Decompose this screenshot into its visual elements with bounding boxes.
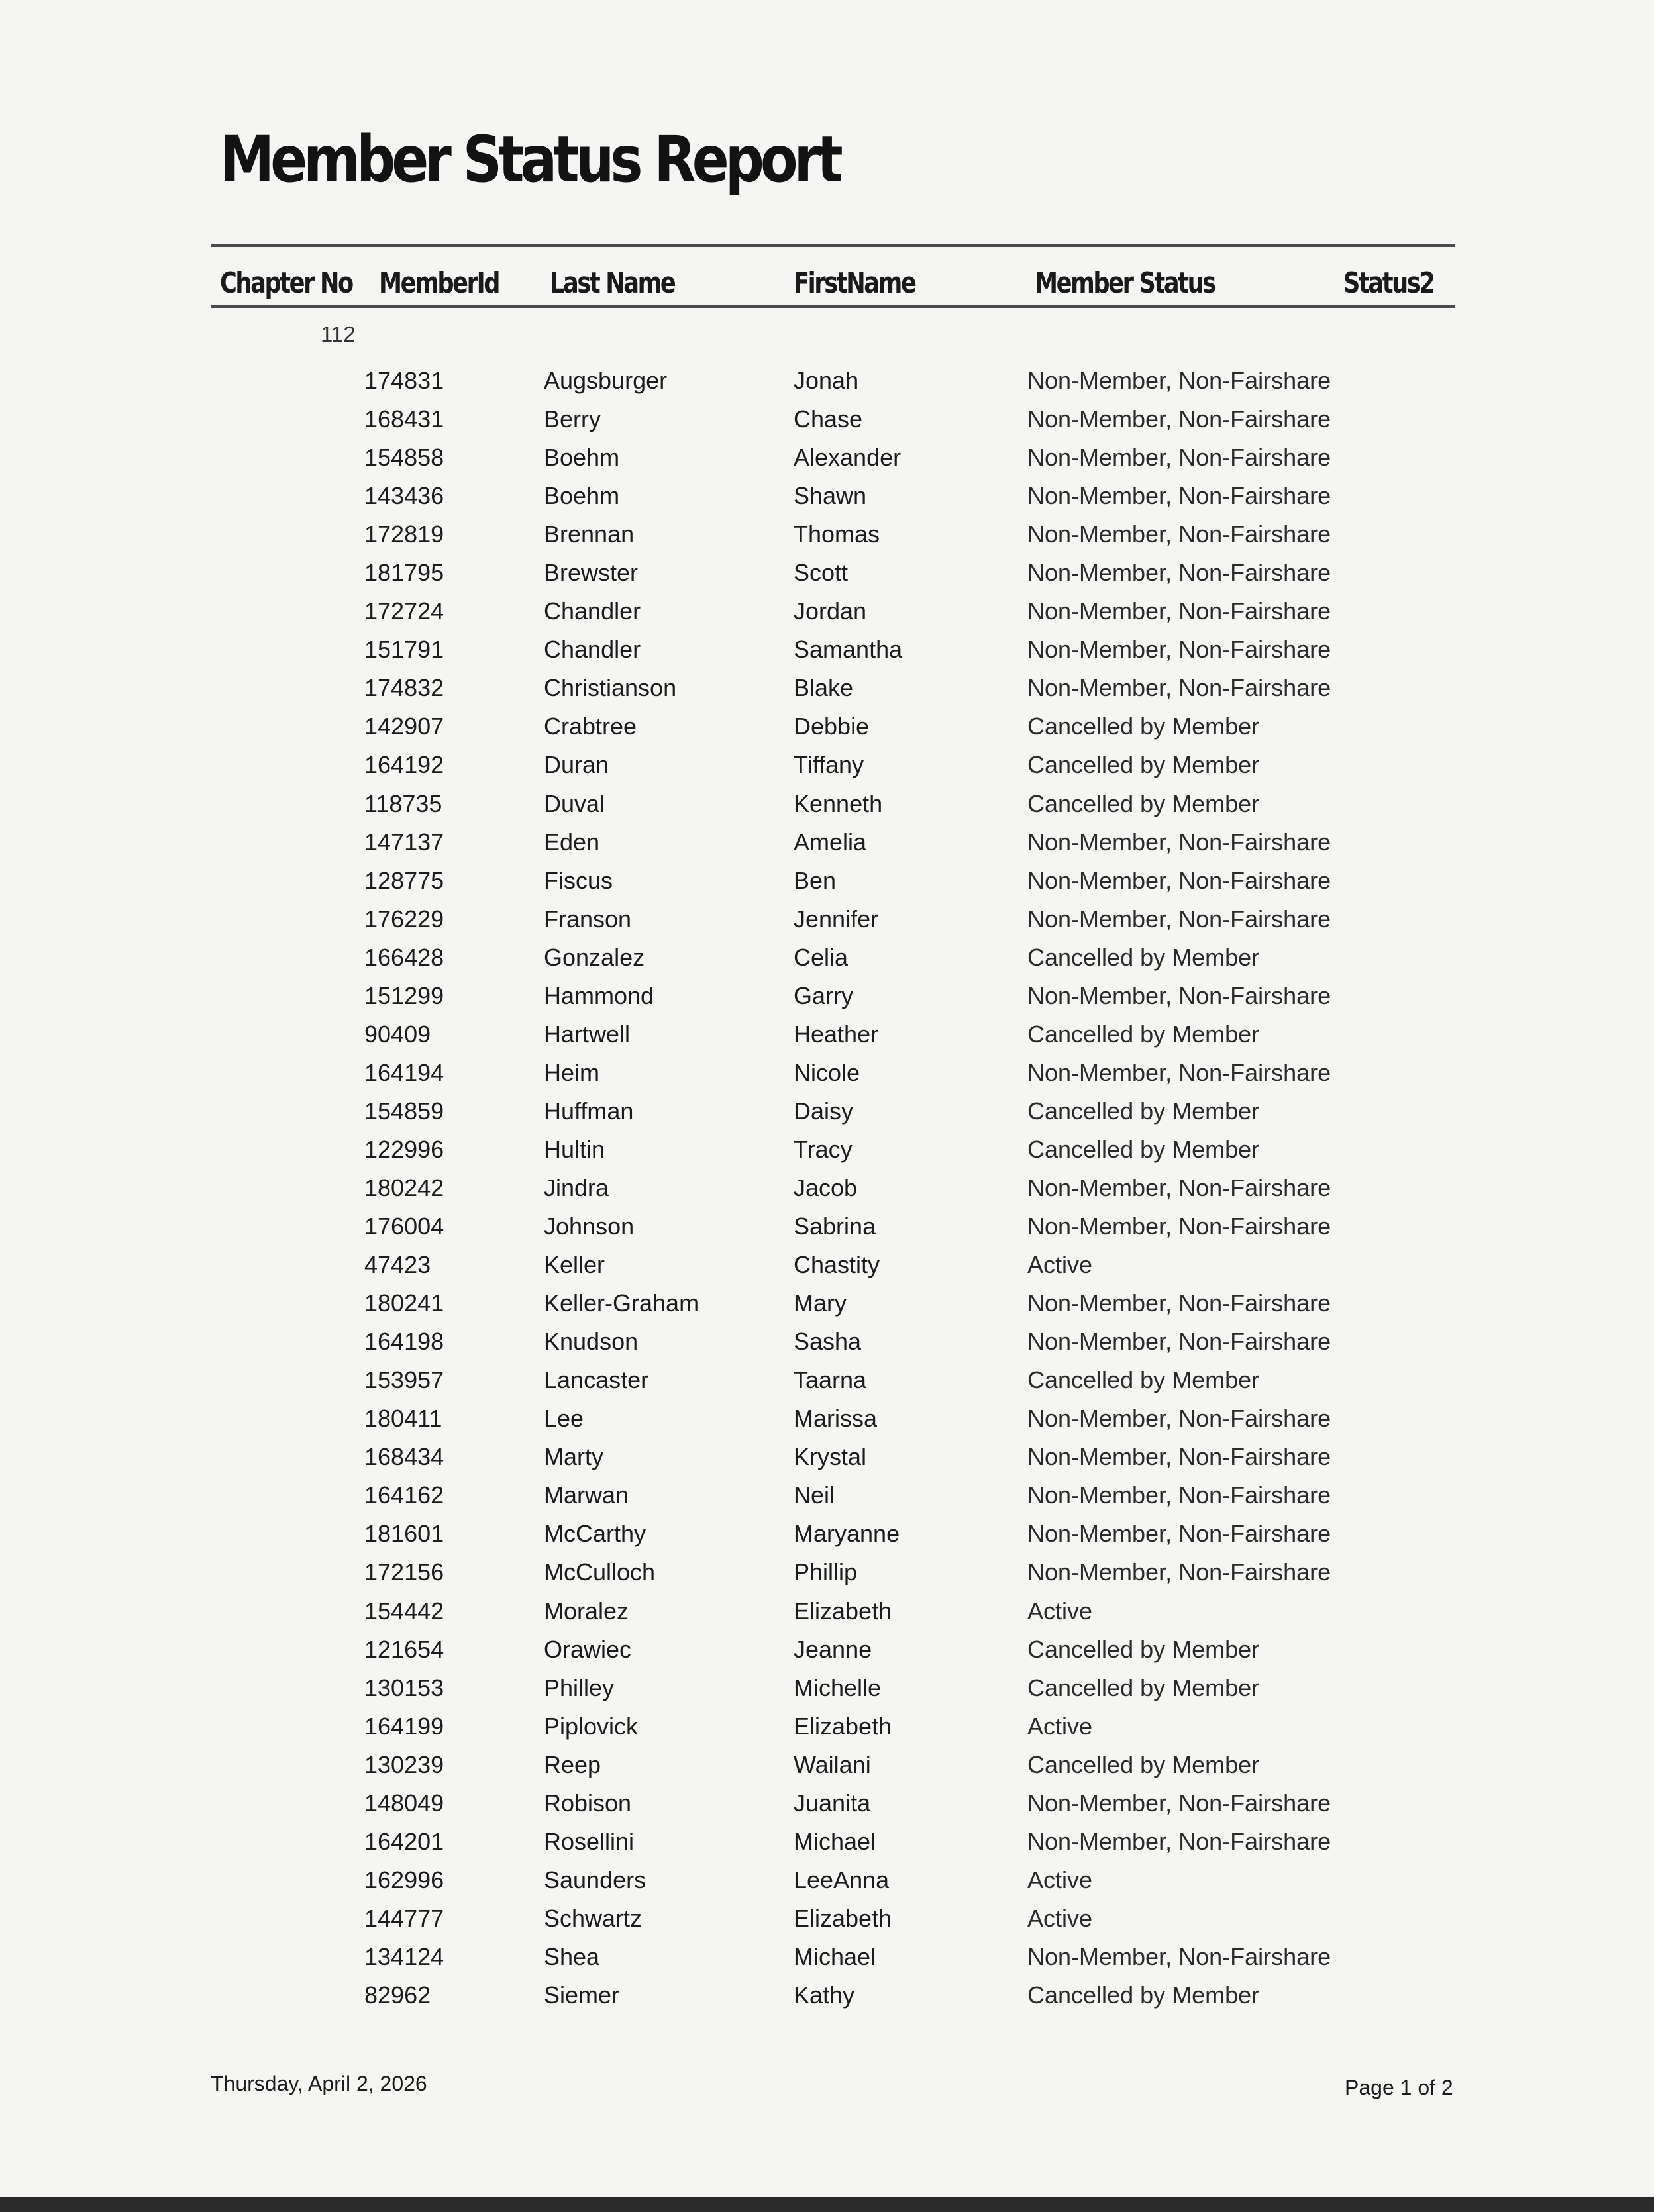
- last-name-cell: Hartwell: [544, 1020, 631, 1048]
- member-id-cell: 164162: [364, 1482, 444, 1509]
- table-row: [0, 943, 1654, 981]
- member-status-cell: Non-Member, Non-Fairshare: [1027, 981, 1331, 1009]
- table-row: [0, 1674, 1654, 1712]
- last-name-cell: Lee: [544, 1405, 584, 1433]
- last-name-cell: Crabtree: [544, 713, 637, 740]
- last-name-cell: Chandler: [544, 636, 641, 664]
- member-id-cell: 122996: [364, 1135, 444, 1163]
- first-name-cell: Kathy: [794, 1981, 855, 2009]
- last-name-cell: Augsburger: [544, 367, 668, 394]
- first-name-cell: Jeanne: [794, 1635, 872, 1663]
- column-header-status2: Status2: [1343, 266, 1434, 300]
- first-name-cell: Jordan: [794, 597, 867, 625]
- member-id-cell: 147137: [364, 828, 444, 856]
- last-name-cell: Lancaster: [544, 1366, 649, 1394]
- column-header-member-status: Member Status: [1035, 266, 1215, 300]
- table-row: [0, 405, 1654, 443]
- last-name-cell: Philley: [544, 1674, 615, 1701]
- first-name-cell: Elizabeth: [794, 1904, 892, 1932]
- member-status-cell: Non-Member, Non-Fairshare: [1027, 1443, 1331, 1471]
- table-row: [0, 1327, 1654, 1366]
- member-id-cell: 166428: [364, 943, 444, 971]
- first-name-cell: Elizabeth: [794, 1712, 892, 1740]
- last-name-cell: Boehm: [544, 444, 620, 472]
- first-name-cell: Chase: [794, 405, 863, 433]
- first-name-cell: Thomas: [794, 521, 880, 548]
- member-status-cell: Non-Member, Non-Fairshare: [1027, 444, 1331, 472]
- member-status-cell: Cancelled by Member: [1027, 1981, 1260, 2009]
- member-id-cell: 164199: [364, 1712, 444, 1740]
- last-name-cell: Saunders: [544, 1866, 646, 1893]
- last-name-cell: Siemer: [544, 1981, 620, 2009]
- member-status-cell: Non-Member, Non-Fairshare: [1027, 1558, 1331, 1586]
- member-status-cell: Non-Member, Non-Fairshare: [1027, 559, 1331, 587]
- member-id-cell: 164198: [364, 1328, 444, 1356]
- footer-date: Thursday, April 2, 2026: [211, 2072, 427, 2095]
- last-name-cell: Berry: [544, 405, 601, 433]
- table-row: [0, 1827, 1654, 1866]
- last-name-cell: Knudson: [544, 1328, 639, 1356]
- table-row: [0, 1866, 1654, 1904]
- first-name-cell: Samantha: [794, 636, 903, 664]
- member-status-cell: Active: [1027, 1597, 1093, 1625]
- first-name-cell: Ben: [794, 866, 837, 894]
- member-status-cell: Cancelled by Member: [1027, 1020, 1260, 1048]
- first-name-cell: Scott: [794, 559, 849, 587]
- first-name-cell: Kenneth: [794, 789, 883, 817]
- first-name-cell: Blake: [794, 674, 854, 702]
- member-status-cell: Cancelled by Member: [1027, 1750, 1260, 1778]
- member-id-cell: 168434: [364, 1443, 444, 1471]
- table-row: [0, 1942, 1654, 1981]
- member-id-cell: 143436: [364, 482, 444, 510]
- first-name-cell: Daisy: [794, 1097, 854, 1125]
- table-row: [0, 635, 1654, 674]
- first-name-cell: Marissa: [794, 1405, 878, 1433]
- member-status-cell: Active: [1027, 1904, 1093, 1932]
- table-row: [0, 558, 1654, 597]
- member-id-cell: 154442: [364, 1597, 444, 1625]
- last-name-cell: Huffman: [544, 1097, 634, 1125]
- first-name-cell: Neil: [794, 1482, 835, 1509]
- member-status-cell: Cancelled by Member: [1027, 1635, 1260, 1663]
- last-name-cell: Gonzalez: [544, 943, 645, 971]
- page-title: Member Status Report: [220, 123, 839, 197]
- last-name-cell: Franson: [544, 905, 632, 932]
- table-row: [0, 828, 1654, 866]
- table-row: [0, 597, 1654, 635]
- first-name-cell: Krystal: [794, 1443, 867, 1471]
- first-name-cell: Jennifer: [794, 905, 879, 932]
- member-id-cell: 154859: [364, 1097, 444, 1125]
- member-id-cell: 148049: [364, 1789, 444, 1817]
- last-name-cell: Reep: [544, 1750, 601, 1778]
- table-row: [0, 1135, 1654, 1174]
- first-name-cell: Maryanne: [794, 1520, 900, 1548]
- first-name-cell: Sasha: [794, 1328, 862, 1356]
- table-row: [0, 674, 1654, 712]
- member-id-cell: 174831: [364, 367, 444, 394]
- last-name-cell: Robison: [544, 1789, 632, 1817]
- member-status-cell: Non-Member, Non-Fairshare: [1027, 866, 1331, 894]
- member-status-cell: Non-Member, Non-Fairshare: [1027, 1482, 1331, 1509]
- member-status-cell: Non-Member, Non-Fairshare: [1027, 674, 1331, 702]
- first-name-cell: Juanita: [794, 1789, 871, 1817]
- last-name-cell: Keller: [544, 1251, 605, 1279]
- first-name-cell: Phillip: [794, 1558, 858, 1586]
- last-name-cell: Keller-Graham: [544, 1289, 699, 1317]
- member-id-cell: 130153: [364, 1674, 444, 1701]
- member-id-cell: 144777: [364, 1904, 444, 1932]
- first-name-cell: Amelia: [794, 828, 867, 856]
- member-status-cell: Non-Member, Non-Fairshare: [1027, 1942, 1331, 1970]
- first-name-cell: Jacob: [794, 1174, 858, 1201]
- member-status-cell: Non-Member, Non-Fairshare: [1027, 405, 1331, 433]
- last-name-cell: Eden: [544, 828, 600, 856]
- member-status-cell: Cancelled by Member: [1027, 789, 1260, 817]
- member-table-body: [0, 366, 1654, 2019]
- chapter-group-label: 112: [321, 322, 356, 346]
- footer-page-number: Page 1 of 2: [1345, 2076, 1453, 2099]
- member-status-cell: Non-Member, Non-Fairshare: [1027, 1058, 1331, 1086]
- last-name-cell: Hammond: [544, 981, 654, 1009]
- first-name-cell: Michael: [794, 1827, 876, 1855]
- last-name-cell: Marty: [544, 1443, 603, 1471]
- member-id-cell: 134124: [364, 1942, 444, 1970]
- last-name-cell: Heim: [544, 1058, 600, 1086]
- first-name-cell: Taarna: [794, 1366, 867, 1394]
- member-status-cell: Non-Member, Non-Fairshare: [1027, 905, 1331, 932]
- table-row: [0, 1058, 1654, 1097]
- table-row: [0, 443, 1654, 481]
- member-id-cell: 151791: [364, 636, 444, 664]
- table-row: [0, 866, 1654, 905]
- member-id-cell: 151299: [364, 981, 444, 1009]
- table-row: [0, 520, 1654, 558]
- last-name-cell: Moralez: [544, 1597, 629, 1625]
- table-row: [0, 1904, 1654, 1942]
- member-id-cell: 181795: [364, 559, 444, 587]
- last-name-cell: Schwartz: [544, 1904, 643, 1932]
- last-name-cell: Marwan: [544, 1482, 629, 1509]
- member-id-cell: 162996: [364, 1866, 444, 1893]
- first-name-cell: Garry: [794, 981, 853, 1009]
- member-status-cell: Non-Member, Non-Fairshare: [1027, 1213, 1331, 1240]
- first-name-cell: Michael: [794, 1942, 876, 1970]
- last-name-cell: Brennan: [544, 521, 635, 548]
- table-row: [0, 1442, 1654, 1481]
- column-header-last-name: Last Name: [550, 266, 675, 300]
- member-id-cell: 130239: [364, 1750, 444, 1778]
- member-status-cell: Non-Member, Non-Fairshare: [1027, 1520, 1331, 1548]
- last-name-cell: Chandler: [544, 597, 641, 625]
- last-name-cell: Jindra: [544, 1174, 609, 1201]
- table-row: [0, 1212, 1654, 1250]
- last-name-cell: Fiscus: [544, 866, 613, 894]
- member-id-cell: 128775: [364, 866, 444, 894]
- member-id-cell: 172819: [364, 521, 444, 548]
- table-row: [0, 1519, 1654, 1558]
- first-name-cell: Elizabeth: [794, 1597, 892, 1625]
- first-name-cell: Wailani: [794, 1750, 871, 1778]
- member-id-cell: 176004: [364, 1213, 444, 1240]
- member-status-cell: Non-Member, Non-Fairshare: [1027, 1827, 1331, 1855]
- member-status-cell: Active: [1027, 1866, 1093, 1893]
- table-row: [0, 1366, 1654, 1404]
- table-row: [0, 481, 1654, 520]
- member-status-cell: Cancelled by Member: [1027, 1674, 1260, 1701]
- table-row: [0, 905, 1654, 943]
- table-row: [0, 1635, 1654, 1674]
- member-id-cell: 164201: [364, 1827, 444, 1855]
- member-status-cell: Non-Member, Non-Fairshare: [1027, 597, 1331, 625]
- member-status-cell: Non-Member, Non-Fairshare: [1027, 521, 1331, 548]
- member-status-cell: Non-Member, Non-Fairshare: [1027, 828, 1331, 856]
- member-status-cell: Cancelled by Member: [1027, 943, 1260, 971]
- member-id-cell: 174832: [364, 674, 444, 702]
- first-name-cell: Michelle: [794, 1674, 882, 1701]
- first-name-cell: Heather: [794, 1020, 879, 1048]
- table-row: [0, 366, 1654, 405]
- member-status-cell: Non-Member, Non-Fairshare: [1027, 1289, 1331, 1317]
- member-id-cell: 47423: [364, 1251, 431, 1279]
- last-name-cell: Hultin: [544, 1135, 605, 1163]
- last-name-cell: McCulloch: [544, 1558, 656, 1586]
- member-id-cell: 82962: [364, 1981, 431, 2009]
- last-name-cell: Duran: [544, 751, 609, 779]
- table-row: [0, 1789, 1654, 1827]
- member-status-cell: Non-Member, Non-Fairshare: [1027, 636, 1331, 664]
- last-name-cell: Brewster: [544, 559, 639, 587]
- member-id-cell: 164192: [364, 751, 444, 779]
- table-row: [0, 1558, 1654, 1596]
- last-name-cell: Orawiec: [544, 1635, 632, 1663]
- member-status-cell: Non-Member, Non-Fairshare: [1027, 367, 1331, 394]
- table-row: [0, 1020, 1654, 1058]
- member-status-cell: Active: [1027, 1712, 1093, 1740]
- table-row: [0, 1712, 1654, 1750]
- first-name-cell: Tiffany: [794, 751, 864, 779]
- first-name-cell: Sabrina: [794, 1213, 876, 1240]
- member-status-cell: Cancelled by Member: [1027, 751, 1260, 779]
- table-row: [0, 1597, 1654, 1635]
- table-row: [0, 1481, 1654, 1519]
- table-row: [0, 1981, 1654, 2019]
- table-row: [0, 1174, 1654, 1212]
- member-id-cell: 180241: [364, 1289, 444, 1317]
- table-row: [0, 1289, 1654, 1327]
- table-row: [0, 712, 1654, 750]
- last-name-cell: Piplovick: [544, 1712, 639, 1740]
- table-row: [0, 1750, 1654, 1789]
- member-status-cell: Cancelled by Member: [1027, 713, 1260, 740]
- table-row: [0, 981, 1654, 1020]
- first-name-cell: Shawn: [794, 482, 867, 510]
- table-row: [0, 1250, 1654, 1289]
- member-status-cell: Non-Member, Non-Fairshare: [1027, 1174, 1331, 1201]
- first-name-cell: Mary: [794, 1289, 847, 1317]
- member-id-cell: 181601: [364, 1520, 444, 1548]
- first-name-cell: Celia: [794, 943, 849, 971]
- member-id-cell: 168431: [364, 405, 444, 433]
- column-header-first-name: FirstName: [794, 266, 915, 300]
- member-id-cell: 164194: [364, 1058, 444, 1086]
- last-name-cell: Christianson: [544, 674, 677, 702]
- member-id-cell: 172724: [364, 597, 444, 625]
- member-id-cell: 154858: [364, 444, 444, 472]
- member-id-cell: 180242: [364, 1174, 444, 1201]
- header-rule-bottom: [211, 305, 1455, 308]
- table-row: [0, 789, 1654, 828]
- member-status-cell: Cancelled by Member: [1027, 1366, 1260, 1394]
- first-name-cell: Tracy: [794, 1135, 853, 1163]
- member-id-cell: 90409: [364, 1020, 431, 1048]
- member-status-cell: Cancelled by Member: [1027, 1097, 1260, 1125]
- member-id-cell: 176229: [364, 905, 444, 932]
- table-row: [0, 750, 1654, 789]
- first-name-cell: LeeAnna: [794, 1866, 890, 1893]
- first-name-cell: Alexander: [794, 444, 902, 472]
- member-status-cell: Cancelled by Member: [1027, 1135, 1260, 1163]
- member-status-cell: Active: [1027, 1251, 1093, 1279]
- member-id-cell: 172156: [364, 1558, 444, 1586]
- first-name-cell: Debbie: [794, 713, 870, 740]
- last-name-cell: McCarthy: [544, 1520, 646, 1548]
- member-status-cell: Non-Member, Non-Fairshare: [1027, 1789, 1331, 1817]
- last-name-cell: Rosellini: [544, 1827, 635, 1855]
- table-row: [0, 1097, 1654, 1135]
- first-name-cell: Jonah: [794, 367, 859, 394]
- column-header-member-id: MemberId: [379, 266, 499, 300]
- member-status-cell: Non-Member, Non-Fairshare: [1027, 1405, 1331, 1433]
- member-id-cell: 118735: [364, 789, 442, 817]
- member-status-cell: Non-Member, Non-Fairshare: [1027, 482, 1331, 510]
- member-id-cell: 121654: [364, 1635, 444, 1663]
- table-row: [0, 1404, 1654, 1442]
- last-name-cell: Boehm: [544, 482, 620, 510]
- member-id-cell: 180411: [364, 1405, 442, 1433]
- member-id-cell: 153957: [364, 1366, 444, 1394]
- column-header-chapter-no: Chapter No: [220, 266, 352, 300]
- first-name-cell: Nicole: [794, 1058, 860, 1086]
- last-name-cell: Shea: [544, 1942, 600, 1970]
- header-rule-top: [211, 244, 1455, 247]
- member-status-cell: Non-Member, Non-Fairshare: [1027, 1328, 1331, 1356]
- first-name-cell: Chastity: [794, 1251, 880, 1279]
- last-name-cell: Johnson: [544, 1213, 635, 1240]
- member-id-cell: 142907: [364, 713, 444, 740]
- last-name-cell: Duval: [544, 789, 605, 817]
